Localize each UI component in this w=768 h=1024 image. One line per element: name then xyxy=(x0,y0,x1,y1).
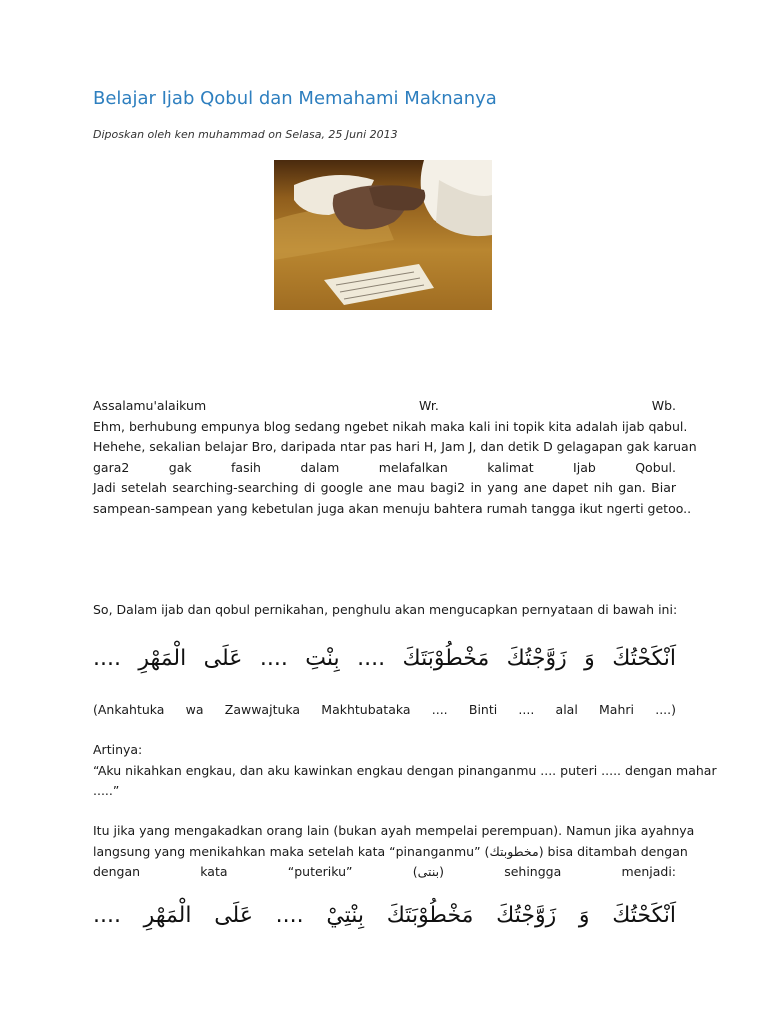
artinya-label: Artinya: xyxy=(93,742,143,757)
intro-line: Jadi setelah searching-searching di google ane mau bagi2 in yang ane dapet nih gan. Biar xyxy=(93,480,676,495)
note-line: Itu jika yang mengakadkan orang lain (bukan ayah mempelai perempuan). Namun jika ayahnya xyxy=(93,823,695,838)
arabic-ijab-text-1: اَنْكَحْتُكَ وَ زَوَّجْتُكَ مَخْطُوْبَتَكَ .... بِنْتِ .... عَلَى الْمَهْرِ .... xyxy=(93,646,676,671)
intro-line: sampean-sampean yang kebetulan juga akan menuju bahtera rumah tangga ikut ngerti getoo.. xyxy=(93,500,692,516)
wedding-handshake-photo xyxy=(274,160,492,310)
transliteration-paragraph xyxy=(93,700,676,721)
note-line: dengan kata “puteriku” (بنتى) sehingga menjadi: xyxy=(93,864,677,879)
note-paragraph xyxy=(93,821,695,883)
translation-line: “Aku nikahkan engkau, dan aku kawinkan engkau dengan pinanganmu .... puteri ..... dengan mahar xyxy=(93,762,717,778)
translation-paragraph xyxy=(93,740,717,802)
intro-line: Hehehe, sekalian belajar Bro, daripada ntar pas hari H, Jam J, dan detik D gelagapan gak karuan xyxy=(93,439,697,454)
lead-line: So, Dalam ijab dan qobul pernikahan, penghulu akan mengucapkan pernyataan di bawah ini: xyxy=(93,602,678,617)
transliteration-line: (Ankahtuka wa Zawwajtuka Makhtubataka .... Binti .... alal Mahri ....) xyxy=(93,702,676,717)
intro-line: Assalamu'alaikum Wr. Wb. xyxy=(93,398,676,413)
intro-line: gara2 gak fasih dalam melafalkan kalimat Ijab Qobul. xyxy=(93,459,676,475)
note-line: langsung yang menikahkan maka setelah kata “pinanganmu” (مخطوبتك) bisa ditambah dengan xyxy=(93,843,688,859)
intro-line: Ehm, berhubung empunya blog sedang ngebet nikah maka kali ini topik kita adalah ijab qabul. xyxy=(93,418,688,434)
post-byline: Diposkan oleh ken muhammad on Selasa, 25 Juni 2013 xyxy=(93,128,398,141)
photo-illustration xyxy=(274,160,492,310)
article-title[interactable]: Belajar Ijab Qobul dan Memahami Maknanya xyxy=(93,88,497,109)
lead-paragraph xyxy=(93,600,676,621)
arabic-ijab-text-2: اَنْكَحْتُكَ وَ زَوَّجْتُكَ مَخْطُوْبَتَكَ بِنْتِيْ .... عَلَى الْمَهْرِ .... xyxy=(93,903,676,928)
intro-paragraph xyxy=(93,396,697,519)
translation-line: .....” xyxy=(93,783,120,798)
